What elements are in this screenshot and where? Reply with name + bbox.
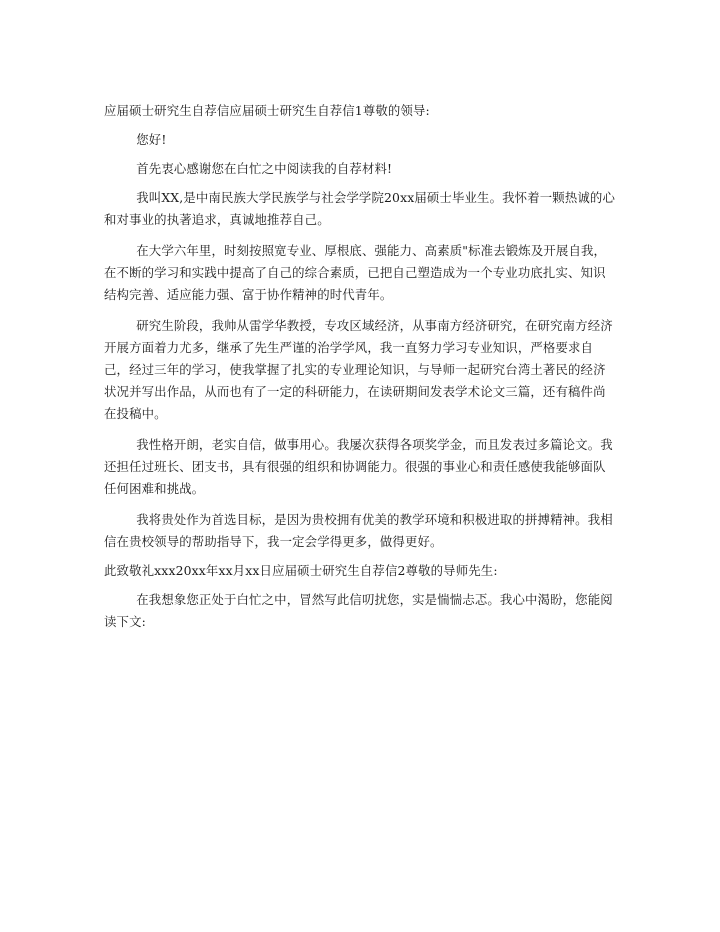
intro-paragraph: 我叫XX,是中南民族大学民族学与社会学学院20xx届硕士毕业生。我怀着一颗热诚的心和对事业的执著追求，真诚地推荐自己。 [104, 190, 615, 227]
closing-and-second-heading: 此致敬礼xxx20xx年xx月xx日应届硕士研究生自荐信2尊敬的导师先生: [104, 563, 498, 578]
target-paragraph: 我将贵处作为首选目标，是因为贵校拥有优美的教学环境和积极进取的拼搏精神。我相信在贵校领导的帮助指导下，我一定会学得更多，做得更好。 [104, 512, 613, 549]
graduate-paragraph: 研究生阶段，我帅从雷学华教授，专攻区域经济，从事南方经济研究，在研究南方经济开展方面着力尤多，继承了先生严谨的治学学风，我一直努力学习专业知识，严格要求自己，经过三年的学习，使我掌握了扎实的专业理论知识，与导师一起研究台湾土著民的经济状况并写出作品，从而也有了一定的科研能力，在读研期间发表学术论文三篇，还有稿件尚在投稿中。 [104, 318, 613, 421]
thanks-paragraph: 首先衷心感谢您在白忙之中阅读我的自荐材料! [136, 161, 393, 176]
personality-paragraph: 我性格开朗，老实自信，做事用心。我屡次获得各项奖学金，而且发表过多篇论文。我还担任过班长、团支书，具有很强的组织和协调能力。很强的事业心和责任感使我能够面队任何困难和挑战。 [104, 437, 613, 496]
second-letter-opening: 在我想象您正处于白忙之中，冒然写此信叨扰您，实是惴惴忐忑。我心中渴盼，您能阅读下文: [104, 592, 613, 629]
greeting: 您好! [136, 132, 167, 147]
letter-body [104, 100, 616, 633]
letter-heading: 应届硕士研究生自荐信应届硕士研究生自荐信1尊敬的领导: [104, 103, 430, 118]
university-paragraph: 在大学六年里，时刻按照宽专业、厚根底、强能力、高素质"标准去锻炼及开展自我，在不断的学习和实践中提高了自己的综合素质，已把自己塑造成为一个专业功底扎实、知识结构完善、适应能力强、富于协作精神的时代青年。 [104, 243, 607, 302]
